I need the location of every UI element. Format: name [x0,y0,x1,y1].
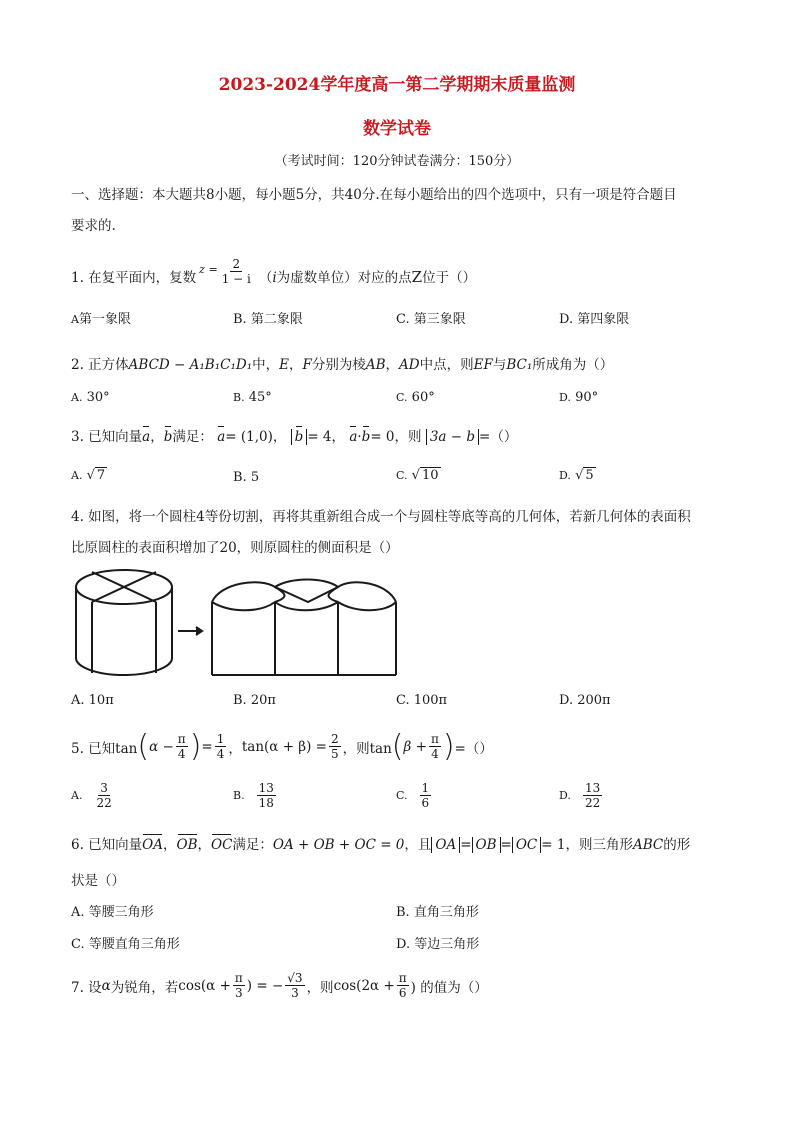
q2-option-d-label: D. [559,391,571,404]
q3-option-c: C. √ 10 [396,468,439,483]
q1-frac-num: 2 [232,257,241,271]
q2-mid2: 分别为棱 [311,357,366,373]
q2-option-d [559,390,598,405]
q7-cos1: cos(α + [178,977,231,994]
q5-option-a [71,781,116,810]
q3-comma: ， [150,429,164,445]
q3-vec-b: b [163,429,173,445]
q7-suffix: ) 的值为（） [410,979,488,996]
q4-option-c: C. 100π [396,693,448,708]
q5-paren-open2: ( [391,728,404,764]
q5-two: 2 [330,732,339,746]
q1-suffix: 位于（） [422,270,477,286]
q2-option-d-value: 90° [575,390,599,405]
q3-cond3: = 0，则 [370,429,422,445]
q5-frac-pi4-b [429,732,441,761]
q5-option-d-label: D. [559,789,571,802]
q6-option-c: C. 等腰直角三角形 [71,937,180,952]
q7-sqrt3: √3 [287,971,303,985]
q2-comma2: ， [385,357,400,373]
q3-option-a-value: 7 [96,468,106,483]
q7-den3: 3 [291,986,299,1000]
q5-suffix: =（） [454,740,493,757]
question-6: 6. 已知向量OA，OB，OC满足：OA + OB + OC = 0，且 OA = OB = OC = 1，则三角形ABC的形 [71,837,691,853]
q3-cond2: = 4， [307,429,346,445]
q3-vec-a: a [142,429,151,445]
q7-mid2: ，则 [306,979,334,996]
question-4-line2: 比原圆柱的表面积增加了20，则原圆柱的侧面积是（） [71,540,399,556]
q5-option-b-label: B. [233,789,245,802]
q3-option-d-value: 5 [585,468,594,483]
q7-three: 3 [235,986,243,1000]
q6-abc: ABC [632,837,664,853]
q3-mid: 满足： [172,429,213,445]
q5-option-a-frac [94,781,113,810]
q1-z: Z [411,268,423,286]
q3-option-b: B. 5 [233,470,260,485]
q2-ab: AB [365,357,386,373]
q7-mid: 为锐角，若 [110,979,179,996]
q2-option-a-value: 30° [86,390,110,405]
q3-option-c-label: C. [396,469,408,482]
q6-option-d: D. 等边三角形 [396,937,480,952]
q1-fraction [220,257,253,286]
q5-beta-plus: β + [403,738,427,755]
q2-mid4: 与 [492,357,507,373]
q5-option-d-frac [583,781,602,810]
q5-option-c-den: 6 [421,796,430,810]
q5-option-d-num: 13 [584,781,601,795]
q3-cond3-b: b [361,429,371,445]
q5-five: 5 [330,747,339,761]
q5-frac-1-4 [215,732,227,761]
q5-paren-close: ) [189,728,202,764]
q2-comma: ， [288,357,303,373]
q2-option-a [71,390,110,405]
q5-option-a-label: A. [71,789,83,802]
transform-arrow [178,627,202,635]
q7-six: 6 [398,986,407,1000]
q3-option-c-value: 10 [421,468,439,483]
q2-option-b [233,390,272,405]
q7-frac-pi3 [233,971,245,1000]
q7-cos2: cos(2α + [333,977,395,994]
q2-mid1: 中， [252,357,280,373]
q1-option-a-text: 第一象限 [78,312,131,327]
q6-vec-ob: OB [176,837,198,853]
q3-cond2-b: b [294,429,304,445]
q7-eq: ) = − [246,977,284,994]
q3-option-a-label: A. [71,469,83,482]
q6-abs-oc: OC [512,837,541,853]
question-7 [71,963,488,1008]
q5-frac-pi4 [176,732,188,761]
q6-mid: 满足： [232,837,273,853]
q3-cond1: = (1,0)， [225,429,287,445]
q2-bc1: BC₁ [506,357,533,373]
q1-option-d: D. 第四象限 [559,312,630,327]
question-2 [71,353,613,373]
q1-option-a [71,308,131,327]
q2-prefix: 2. 正方体 [71,357,129,373]
q2-ad: AD [399,357,420,373]
q7-prefix: 7. 设 [71,979,102,996]
q5-option-a-den: 22 [96,796,112,810]
q3-option-d: D. √ 5 [559,468,594,483]
original-cylinder [76,570,172,675]
q5-comma: ， [228,740,242,757]
q1-frac-den: 1 − i [221,272,251,286]
q2-option-c [396,390,435,405]
q4-option-b: B. 20π [233,693,276,708]
q7-pi: π [234,971,243,985]
q2-f: F [302,357,312,373]
q5-frac-2-5 [329,732,341,761]
q6-suffix: ，则三角形 [565,837,633,853]
q6-option-b: B. 直角三角形 [396,905,479,920]
q2-option-b-label: B. [233,391,245,404]
q4-option-a: A. 10π [71,693,114,708]
q5-four-b: 4 [216,747,225,761]
q3-suffix: =（） [479,429,518,445]
q3-expr: 3a − b [426,429,479,445]
q3-cond1-a: a [217,429,226,445]
q2-ef: EF [473,357,493,373]
q5-alpha-minus: α − [149,738,174,755]
q1-option-c: C. 第三象限 [396,312,466,327]
q5-option-c-num: 1 [421,781,430,795]
q6-option-a: A. 等腰三角形 [71,905,154,920]
q1-formula [199,257,255,286]
q5-option-c [396,781,433,810]
q5-option-c-label: C. [396,789,408,802]
q3-cond3-a: a [349,429,358,445]
q5-option-a-num: 3 [100,781,108,795]
q5-paren-close2: ) [442,728,455,764]
exam-title: 2023-2024学年度高一第二学期期末质量监测 [218,75,576,95]
section1-line1: 一、选择题：本大题共8小题，每小题5分，共40分.在每小题给出的四个选项中，只有一项是符合题目 [71,187,677,203]
q7-frac-pi6 [397,971,409,1000]
q6-eq: = 1 [541,837,566,853]
q7-pi-b: π [398,971,407,985]
cylinder-figure [70,565,430,680]
q6-comma2: ， [197,837,211,853]
q5-pi-b: π [430,732,439,746]
q1-mid2: 为虚数单位）对应的点 [276,270,412,286]
q1-prefix: 1. 在复平面内，复数 [71,270,197,286]
q5-one: 1 [216,732,225,746]
q2-suffix: 所成角为（） [532,357,614,373]
q2-body: ABCD − A₁B₁C₁D₁ [128,357,253,373]
exam-subtitle: 数学试卷 [363,119,431,139]
q2-e: E [279,357,289,373]
q6-suffix2: 的形 [663,837,691,853]
question-6-line2: 状是（） [71,873,125,889]
q5-option-d [559,781,604,810]
q6-vec-oc: OC [211,837,233,853]
q5-pi: π [177,732,186,746]
q4-option-d: D. 200π [559,693,611,708]
q2-option-c-label: C. [396,391,408,404]
q5-four-c: 4 [431,747,439,761]
exam-info: （考试时间：120分钟试卷满分：150分） [274,154,520,169]
q6-sum: OA + OB + OC = 0 [272,837,405,853]
q5-option-c-frac [420,781,432,810]
q2-mid3: 中点，则 [419,357,474,373]
q1-mid: （ [258,270,273,286]
q7-frac-sqrt3 [285,971,304,1000]
q6-prefix: 6. 已知向量 [71,837,143,853]
q6-abs-ob: OB [472,837,501,853]
question-4-line1: 4. 如图，将一个圆柱4等份切割，再将其重新组合成一个与圆柱等底等高的几何体，若新几何体的表面积 [71,509,691,525]
q1-z-eq: z = [199,263,218,276]
q2-option-c-value: 60° [411,390,435,405]
q6-mid2: ，且 [404,837,432,853]
q5-option-b [233,781,278,810]
q3-option-a: A. √ 7 [71,468,106,483]
q5-option-d-den: 22 [584,796,601,810]
q6-vec-oa: OA [142,837,163,853]
q5-paren-open: ( [137,728,150,764]
q2-option-a-label: A. [71,391,83,404]
q1-option-a-label: A [71,313,79,326]
question-1 [71,246,476,286]
section1-line2: 要求的. [71,218,116,234]
q5-tan2: tan(α + β) = [241,738,327,755]
q2-option-b-value: 45° [248,390,272,405]
q6-abs-oa: OA [431,837,460,853]
q5-option-b-num: 13 [258,781,274,795]
q5-option-b-frac [257,781,276,810]
question-5 [71,724,493,769]
q5-mid: ，则tan [342,740,392,757]
q1-i: i [272,270,277,286]
new-solid [212,580,396,676]
q5-four: 4 [177,747,186,761]
q5-eq1: = [201,738,213,755]
q6-comma: ， [163,837,177,853]
q3-option-d-label: D. [559,469,571,482]
q5-option-b-den: 18 [258,796,274,810]
question-3: 3. 已知向量a，b满足： a= (1,0)， b = 4， a·b= 0，则 3a − b =（） [71,429,518,445]
q7-alpha: α [101,977,111,994]
q5-prefix: 5. 已知tan [71,740,138,757]
q3-prefix: 3. 已知向量 [71,429,143,445]
q1-option-b: B. 第二象限 [233,312,303,327]
